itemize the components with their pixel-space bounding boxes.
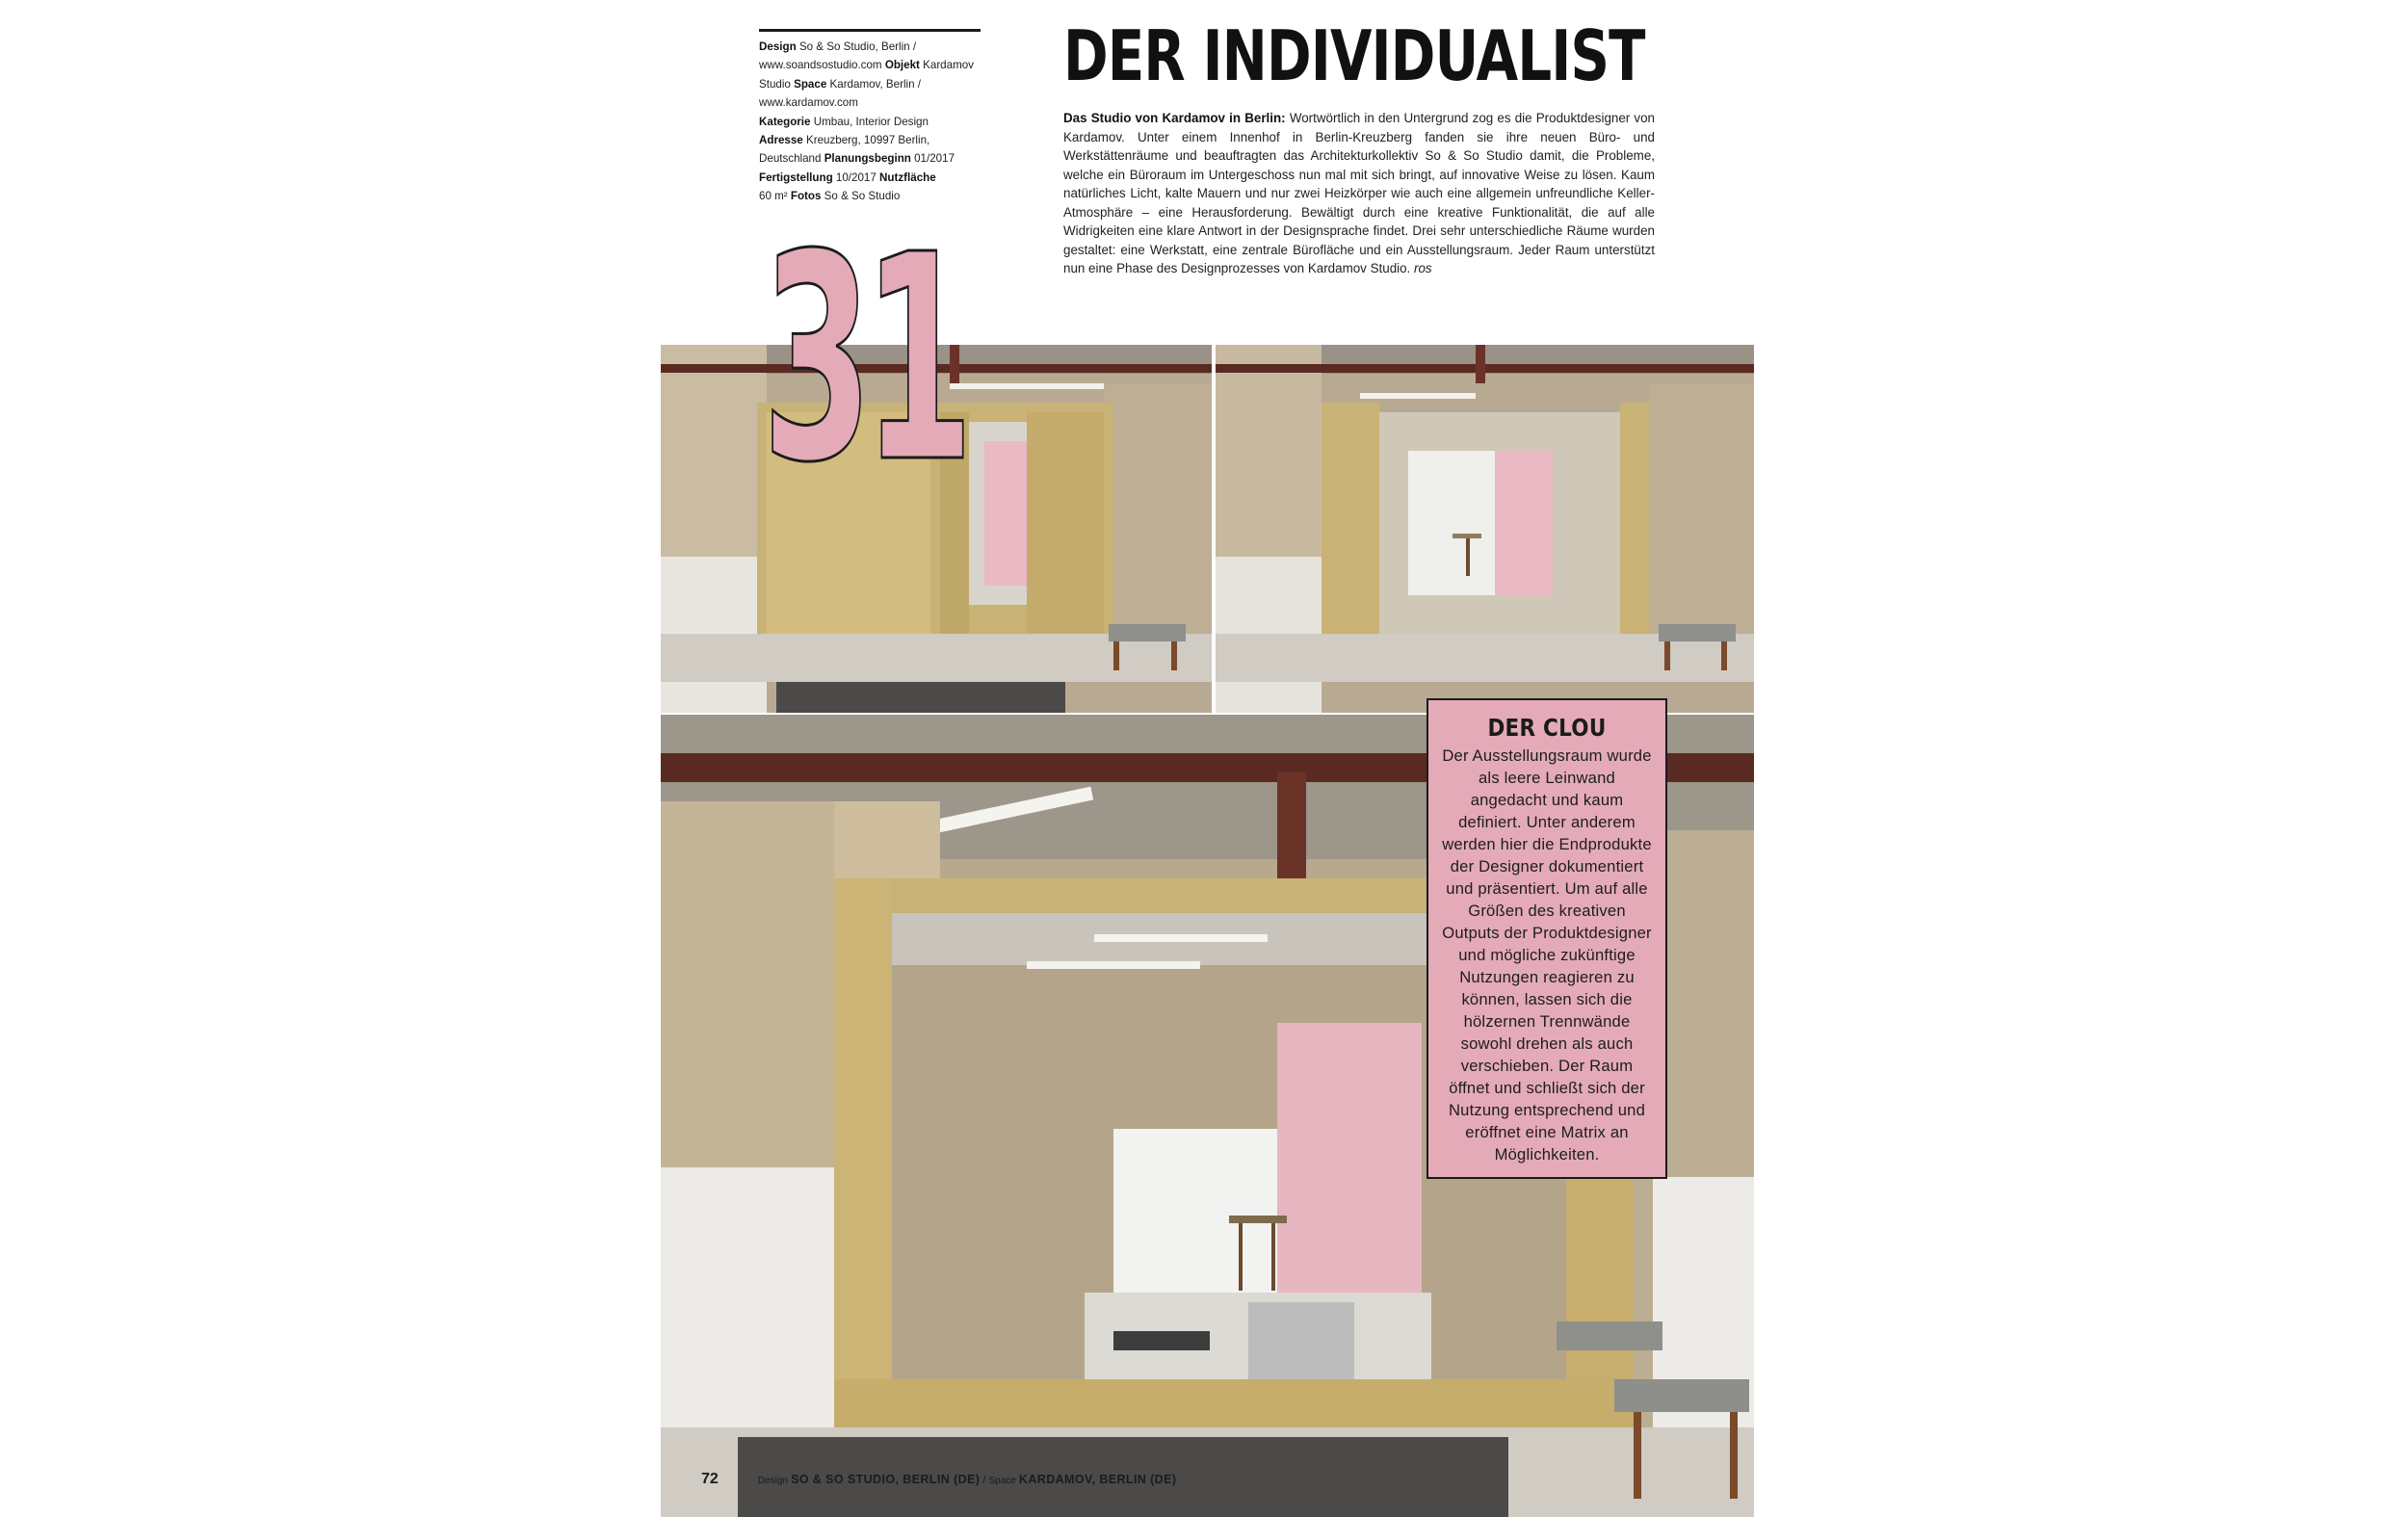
credit-label-kategorie: Kategorie: [759, 115, 811, 128]
credit-value-adresse: Kreuzberg, 10997 Berlin, Deutschland: [759, 134, 930, 166]
footer-space-label: Space: [988, 1476, 1016, 1486]
footer-design-label: Design: [757, 1476, 788, 1486]
credit-label-design: Design: [759, 40, 797, 53]
credit-value-fotos: So & So Studio: [824, 190, 901, 203]
footer-design-value: SO & SO STUDIO, BERLIN (DE): [791, 1473, 981, 1486]
credit-label-space: Space: [794, 77, 827, 91]
credit-value-design: So & So Studio, Berlin / www.soandsostudio.com: [759, 40, 917, 72]
credit-label-adresse: Adresse: [759, 134, 803, 147]
footer-space-value: KARDAMOV, BERLIN (DE): [1018, 1473, 1177, 1486]
clou-infobox: [1426, 698, 1667, 1179]
article-lead: Das Studio von Kardamov in Berlin:: [1063, 111, 1286, 125]
credit-label-nutzflaeche: Nutzfläche: [879, 170, 936, 184]
page-footer: [701, 1469, 1176, 1490]
photo-studio-open: [1216, 345, 1754, 713]
credit-label-fertigstellung: Fertigstellung: [759, 170, 833, 184]
credits-block: [759, 29, 981, 206]
article-number: [761, 243, 968, 466]
clou-title: DER CLOU: [1487, 714, 1607, 742]
credit-value-fertigstellung: 10/2017: [835, 170, 877, 184]
credit-label-objekt: Objekt: [884, 59, 920, 72]
credit-label-planungsbeginn: Planungsbeginn: [824, 152, 911, 166]
credit-value-space: Kardamov, Berlin / www.kardamov.com: [759, 77, 922, 110]
credit-label-fotos: Fotos: [790, 190, 822, 203]
footer-separator: /: [982, 1475, 986, 1486]
credit-value-nutzflaeche: 60 m²: [759, 190, 788, 203]
photo-studio-open-image: [1216, 345, 1754, 713]
article-title: DER INDIVIDUALIST: [1063, 15, 1645, 96]
article-intro: [1063, 109, 1655, 278]
credit-value-kategorie: Umbau, Interior Design: [813, 115, 929, 128]
article-author: ros: [1414, 261, 1432, 275]
article-number-text: 31: [762, 243, 965, 466]
credit-value-planungsbeginn: 01/2017: [914, 152, 955, 166]
clou-text: Der Ausstellungsraum wurde als leere Leinwand angedacht und kaum definiert. Unter anderem werden hier die Endprodukte der Designer dokumentiert und präsentiert. Um auf alle Größen des kreativen Outputs der Produktdesigner und mögliche zukünftige Nutzungen reagieren zu können, lassen sich die hölzernen Trennwände sowohl drehen als auch verschieben. Der Raum öffnet und schließt sich der Nutzung entsprechend und eröffnet eine Matrix an Möglichkeiten.: [1442, 746, 1652, 1164]
article-body: Wortwörtlich in den Untergrund zog es die Produktdesigner von Kardamov. Unter einem Innenhof in Berlin-Kreuzberg fanden sie ihre neuen Büro- und Werkstättenräume und beauftragten das Architekturkollektiv So & So Studio damit, die Probleme, welche ein Büroraum im Untergeschoss nun mal mit sich bringt, auf innovative Weise zu lösen. Kaum natürliches Licht, kalte Mauern und nur zwei Heizkörper wie auch eine allgemein unfreundliche Keller-Atmosphäre – eine Herausforderung. Bewältigt durch eine kreative Funktionalität, die auf alle Widrigkeiten eine klare Antwort in der Designsprache findet. Drei sehr unterschiedliche Räume wurden gestaltet: eine Werkstatt, eine zentrale Bürofläche und ein Ausstellungsraum. Jeder Raum unterstützt nun eine Phase des Designprozesses von Kardamov Studio.: [1063, 111, 1655, 275]
credit-value-objekt: Kardamov Studio: [759, 59, 974, 91]
page-number: 72: [701, 1471, 719, 1487]
